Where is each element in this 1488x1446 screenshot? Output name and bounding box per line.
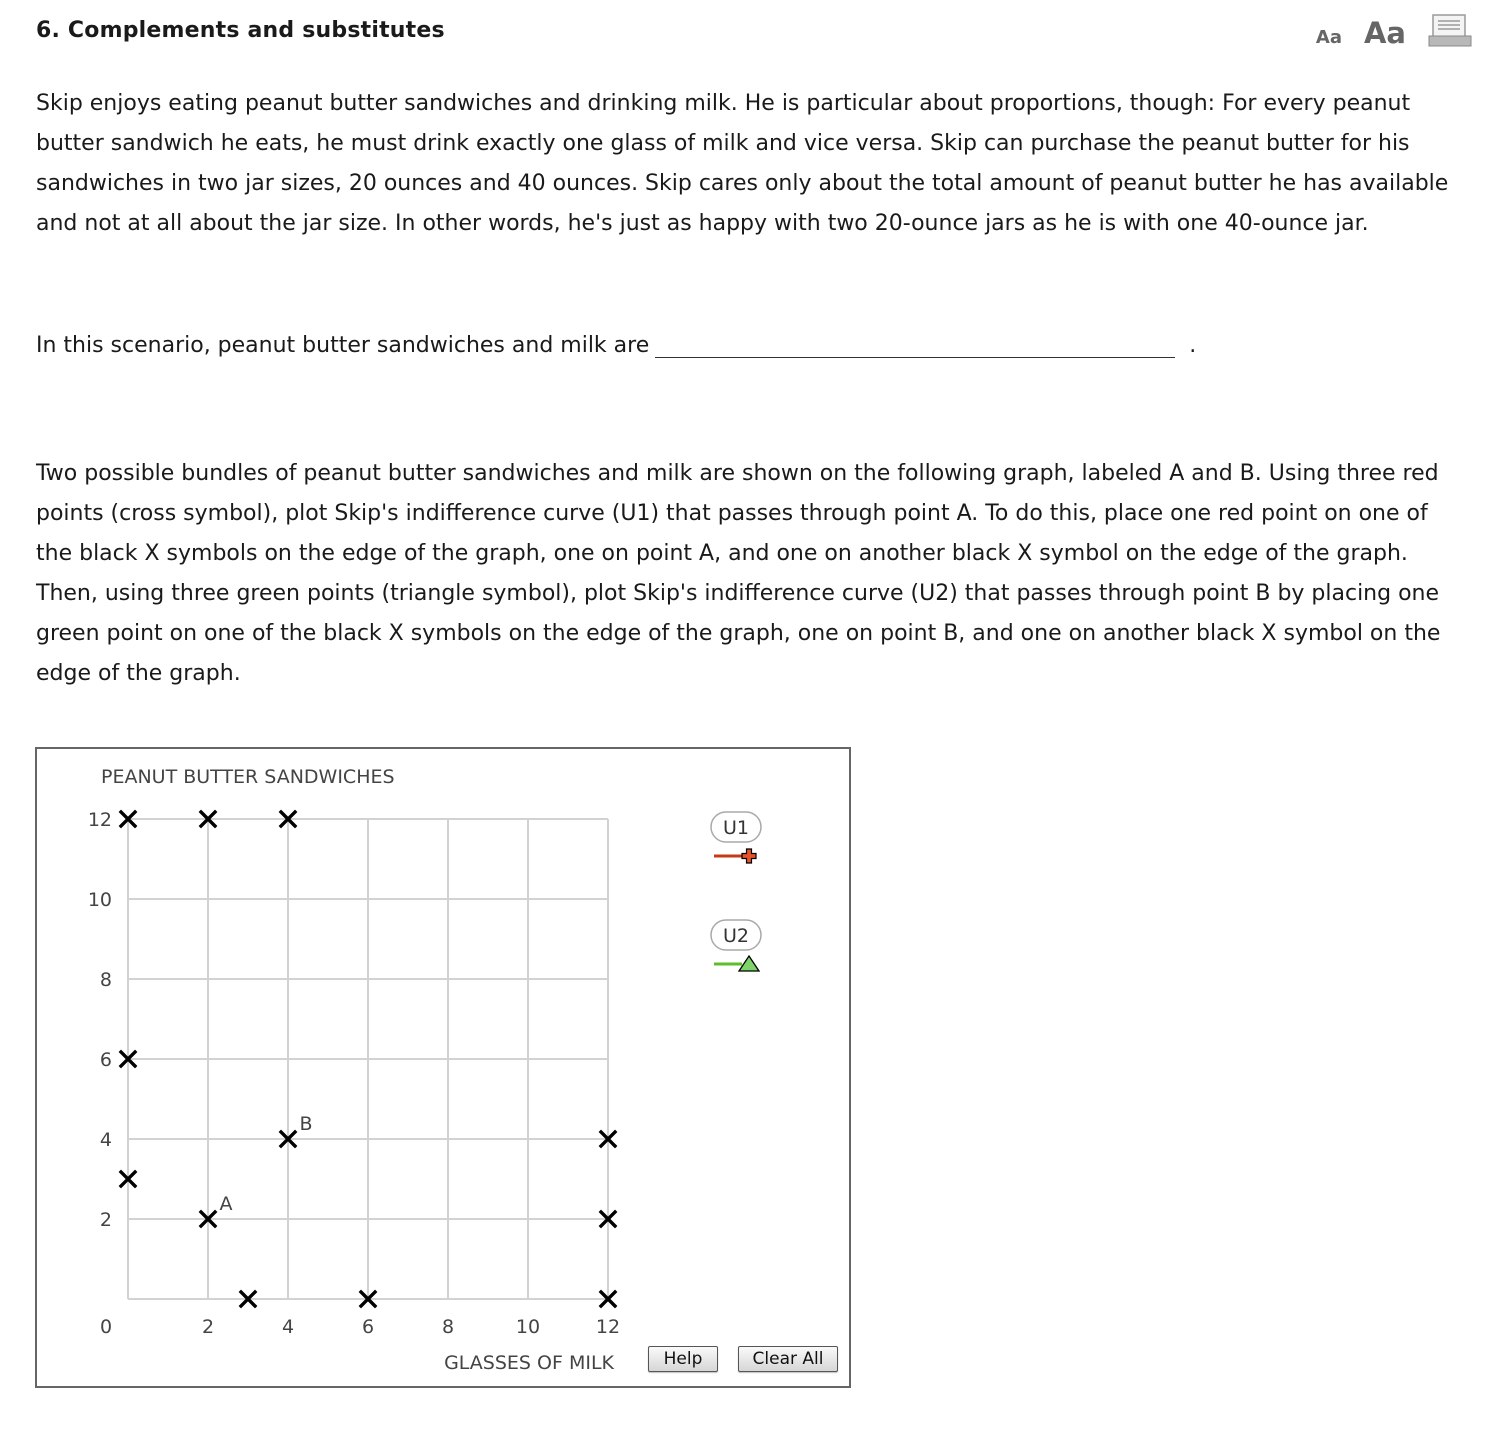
y-tick-label: 6 bbox=[99, 1049, 112, 1071]
x-tick-label: 2 bbox=[201, 1316, 215, 1338]
graph-panel bbox=[35, 747, 851, 1388]
x-tick-label: 6 bbox=[361, 1316, 375, 1338]
u1-tool-label: U1 bbox=[723, 817, 749, 839]
u1-cross-icon[interactable] bbox=[742, 849, 756, 863]
y-tick-label: 10 bbox=[87, 889, 112, 911]
x-axis-title: GLASSES OF MILK bbox=[444, 1352, 614, 1374]
question-title: 6. Complements and substitutes bbox=[36, 18, 445, 43]
x-tick-label: 8 bbox=[441, 1316, 455, 1338]
point-a-label: A bbox=[219, 1193, 233, 1215]
point-b-label: B bbox=[299, 1113, 313, 1135]
y-tick-label: 2 bbox=[99, 1209, 112, 1231]
y-tick-label: 12 bbox=[87, 809, 112, 831]
print-icon[interactable] bbox=[1428, 14, 1474, 48]
problem-description: Skip enjoys eating peanut butter sandwiches and drinking milk. He is particular about proportions, though: For every peanut butter sandwich he eats, he must drink exactly one glass of milk and vice versa. Skip can purchase the peanut butter for his sandwiches in two jar sizes, 20 ounces and 40 ounces. Skip cares only about the total amount of peanut butter he has available and not at all about the jar size. In other words, he's just as happy with two 20-ounce jars as he is with one 40-ounce jar. bbox=[36, 91, 1449, 236]
x-tick-label: 0 bbox=[99, 1316, 113, 1338]
graph-instructions: Two possible bundles of peanut butter sandwiches and milk are shown on the following graph, labeled A and B. Using three red points (cross symbol), plot Skip's indifference curve (U1) that passes through point A. To do this, place one red point on one of the black X symbols on the edge of the graph, one on point A, and one on another black X symbol on the edge of the graph. Then, using three green points (triangle symbol), plot Skip's indifference curve (U2) that passes through point B by placing one green point on one of the black X symbols on the edge of the graph, one on point B, and one on another black X symbol on the edge of the graph. bbox=[36, 461, 1441, 686]
clear-all-button[interactable]: Clear All bbox=[738, 1346, 838, 1372]
font-size-large-button[interactable]: Aa bbox=[1363, 16, 1406, 50]
y-axis-title: PEANUT BUTTER SANDWICHES bbox=[101, 766, 395, 788]
x-tick-label: 4 bbox=[281, 1316, 295, 1338]
font-size-small-button[interactable]: Aa bbox=[1315, 27, 1342, 48]
x-tick-label: 12 bbox=[595, 1316, 621, 1338]
toolbar bbox=[1316, 14, 1474, 48]
answer-dropdown[interactable] bbox=[655, 333, 1175, 358]
fill-in-question bbox=[36, 326, 1196, 366]
fill-period: . bbox=[1189, 333, 1197, 358]
y-tick-label: 8 bbox=[99, 969, 112, 991]
indifference-graph[interactable] bbox=[37, 749, 849, 1386]
fill-prompt: In this scenario, peanut butter sandwiches and milk are bbox=[36, 333, 650, 358]
y-tick-label: 4 bbox=[99, 1129, 112, 1151]
help-button[interactable]: Help bbox=[648, 1346, 718, 1372]
u2-tool-label: U2 bbox=[723, 925, 749, 947]
x-tick-label: 10 bbox=[515, 1316, 541, 1338]
